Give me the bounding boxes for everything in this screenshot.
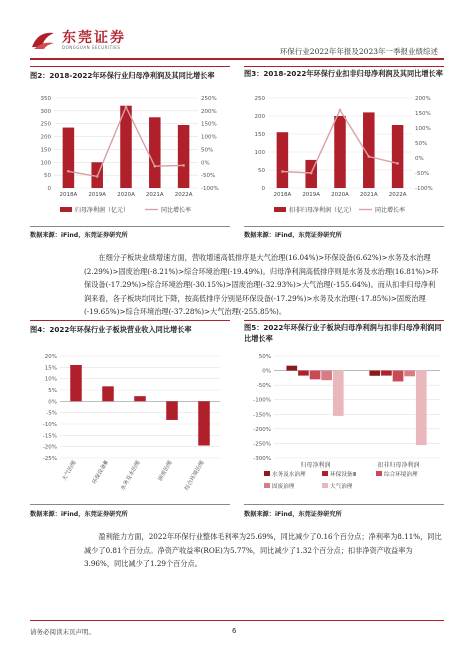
fig5-top-rule [244, 320, 444, 321]
y2-tick-label: 150% [201, 121, 217, 128]
x-tick-label: 2020A [117, 192, 135, 198]
bar [310, 371, 321, 380]
y-tick-label: -300% [253, 456, 271, 462]
fig4-top-rule [30, 320, 230, 321]
legend-label: 综合环境治理 [384, 472, 418, 478]
legend-swatch [376, 471, 382, 476]
growth-point [67, 170, 70, 173]
y-tick-label: 0% [262, 368, 271, 375]
fig4-chart [30, 350, 230, 500]
growth-point [182, 164, 185, 167]
y2-tick-label: 0% [415, 156, 424, 162]
bar [277, 132, 289, 188]
y-tick-label: 250 [254, 96, 265, 102]
body-paragraph-1 [84, 251, 442, 319]
body-paragraph-2 [84, 530, 442, 571]
y-tick-label: 300 [40, 108, 51, 115]
growth-point [281, 170, 284, 173]
logo-icon [30, 29, 56, 51]
y2-tick-label: 50% [201, 147, 214, 154]
legend-label: 大气治理 [330, 484, 353, 490]
page-number: 6 [232, 627, 237, 635]
legend-swatch [322, 483, 328, 488]
y2-tick-label: -100% [201, 186, 219, 192]
bar [416, 371, 427, 446]
y-tick-label: 350 [40, 96, 51, 102]
bar [381, 371, 392, 376]
y-tick-label: 150 [254, 132, 265, 138]
bar [298, 371, 309, 376]
x-tick-label: 环保设备Ⅲ [91, 460, 110, 486]
x-tick-label: 2018A [273, 192, 292, 198]
y-tick-label: 20% [44, 354, 57, 360]
legend-label: 扣非归母净利润（亿元） [289, 207, 356, 214]
x-tick-label: 2020A [331, 192, 349, 198]
y-tick-label: -150% [253, 412, 271, 419]
fig2-source: 数据来源：iFind，东莞证券研究所 [30, 232, 128, 239]
y-tick-label: -25% [42, 456, 57, 462]
bar [134, 396, 146, 401]
y-tick-label: -15% [42, 433, 57, 440]
legend-swatch [264, 471, 270, 476]
y-tick-label: -10% [42, 422, 57, 428]
legend-label: 归母净利润（亿元） [75, 207, 130, 214]
y2-tick-label: 200% [415, 96, 431, 102]
x-tick-label: 综合环境治理 [184, 460, 206, 492]
y2-tick-label: 150% [415, 111, 431, 117]
bar [321, 371, 332, 381]
fig3-top-rule [244, 66, 444, 67]
y2-tick-label: -50% [201, 173, 216, 180]
y2-tick-label: 0% [201, 160, 210, 167]
y-tick-label: 0 [261, 186, 265, 192]
y-tick-label: 50% [258, 354, 271, 360]
bar [334, 116, 346, 188]
x-tick-label: 2021A [145, 192, 164, 198]
x-tick-label: 归母净利润 [300, 462, 331, 469]
x-tick-label: 2019A [88, 192, 107, 198]
x-tick-label: 2019A [302, 192, 321, 198]
fig4-title: 图4：2022年环保行业子板块营业收入同比增长率 [30, 325, 192, 334]
legend-swatch [322, 471, 328, 476]
y2-tick-label: 200% [201, 108, 217, 115]
y2-tick-label: 100% [415, 126, 431, 132]
x-tick-label: 水务及水治理 [120, 460, 142, 492]
legend-label: 环保设备Ⅲ [330, 472, 357, 478]
legend-swatch-bar [60, 207, 72, 212]
fig2-top-rule [30, 66, 230, 67]
y2-tick-label: -50% [415, 171, 430, 177]
bar [393, 371, 404, 382]
y-tick-label: 150 [40, 147, 51, 154]
fig3-bottom-rule [244, 226, 444, 227]
growth-point [154, 165, 157, 168]
bar [392, 125, 404, 188]
fig3-source: 数据来源：iFind，东莞证券研究所 [244, 232, 342, 239]
x-tick-label: 大气治理 [61, 460, 78, 483]
paragraph-text: 盈利能力方面，2022年环保行业整体毛利率为25.69%，同比减少了0.16个百分点；净利率为8.11%，同比减少了0.81个百分点。净资产收益率(ROE)为5.77%，同比减少了1.32个百分点；扣非净资产收益率为3.96%，同比减少了1.29个百分点。 [84, 532, 442, 569]
y-tick-label: -5% [46, 410, 57, 417]
fig5-bottom-rule [244, 504, 444, 505]
bar [369, 371, 380, 376]
y2-tick-label: 250% [201, 96, 217, 102]
y-tick-label: 50 [44, 173, 51, 180]
x-tick-label: 2018A [59, 192, 78, 198]
y-tick-label: 100 [254, 150, 265, 156]
fig5-source: 数据来源：iFind，东莞证券研究所 [244, 511, 342, 518]
growth-point [125, 106, 128, 109]
y-tick-label: -200% [253, 426, 271, 433]
y-tick-label: 0 [47, 186, 51, 192]
fig4-bottom-rule [30, 504, 230, 505]
bar [166, 401, 178, 420]
y-tick-label: 50 [258, 168, 265, 174]
y-tick-label: 10% [44, 376, 57, 383]
header-rule [30, 58, 444, 60]
footer-rule [30, 620, 444, 621]
y-tick-label: 100 [40, 160, 51, 167]
x-tick-label: 固废治理 [157, 460, 174, 483]
growth-point [96, 175, 99, 178]
y2-tick-label: 50% [415, 141, 428, 147]
y-tick-label: 5% [48, 388, 57, 394]
y-tick-label: 200 [254, 114, 265, 120]
x-tick-label: 扣非归母净利润 [377, 462, 420, 469]
growth-point [396, 162, 399, 165]
legend-swatch [264, 483, 270, 488]
growth-point [339, 109, 342, 112]
logo-text: 东莞证券 [62, 30, 126, 46]
y2-tick-label: -100% [415, 186, 433, 192]
bar [63, 128, 75, 188]
legend-label: 固废治理 [272, 484, 295, 490]
x-tick-label: 2022A [174, 192, 193, 198]
paragraph-text: 在细分子板块业绩增速方面，营收增速高低排序是大气治理(16.04%)>环保设备(6.62%)>水务及水治理(2.29%)>固废治理(-8.21%)>综合环境治理(-19.49%)。归母净利润高低排序则是水务及水治理(16.81%)>环保设备(-17.29%)>综合环境治理(-30.15%)>固废治理(-32.93%)>大气治理(-155.64%)。而从扣非归母净利润来看，各子板块均同比下降，按高低排序分别是环保设备(-17.29%)>水务及水治理(-17.85%)>固废治理(-19.65%)>综合环境治理(-37.28%)>大气治理(-255.85%)。 [84, 253, 439, 317]
y-tick-label: -20% [42, 444, 57, 451]
bar [286, 366, 297, 371]
fig2-bottom-rule [30, 226, 230, 227]
fig2-chart [30, 92, 230, 224]
bar [333, 371, 344, 416]
bar [198, 401, 210, 445]
footer-disclaimer: 请务必阅读末页声明。 [30, 628, 95, 636]
fig5-title: 图5：2022年环保行业子板块归母净利润与扣非归母净利润同比增长率 [244, 323, 442, 343]
x-tick-label: 2021A [359, 192, 378, 198]
y-tick-label: 250 [40, 121, 51, 128]
y-tick-label: 15% [44, 365, 57, 372]
fig3-chart [244, 92, 444, 224]
y-tick-label: 0% [48, 399, 57, 406]
y2-tick-label: 100% [201, 134, 217, 141]
x-tick-label: 2022A [388, 192, 407, 198]
y-tick-label: -50% [256, 383, 271, 390]
growth-point [368, 155, 371, 158]
fig2-title: 图2：2018-2022年环保行业归母净利润及其同比增长率 [30, 71, 215, 80]
y-tick-label: -250% [253, 441, 271, 448]
bar [70, 365, 82, 401]
legend-label: 同比增长率 [161, 207, 192, 214]
bar [102, 386, 114, 401]
logo-subtext: DONGGUAN SECURITIES [62, 45, 121, 50]
legend-swatch-bar [274, 207, 286, 212]
bar [404, 371, 415, 377]
legend-label: 水务及水治理 [272, 472, 306, 478]
legend-label: 同比增长率 [375, 207, 406, 214]
y-tick-label: 200 [40, 134, 51, 141]
bar [149, 117, 161, 188]
bar [178, 125, 190, 188]
y-tick-label: -100% [253, 397, 271, 404]
growth-point [310, 172, 313, 175]
fig3-title: 图3：2018-2022年环保行业扣非归母净利润及其同比增长率 [244, 69, 443, 78]
fig4-source: 数据来源：iFind，东莞证券研究所 [30, 511, 128, 518]
document-title: 环保行业2022年年报及2023年一季报业绩综述 [279, 47, 438, 56]
fig5-chart [244, 350, 444, 500]
